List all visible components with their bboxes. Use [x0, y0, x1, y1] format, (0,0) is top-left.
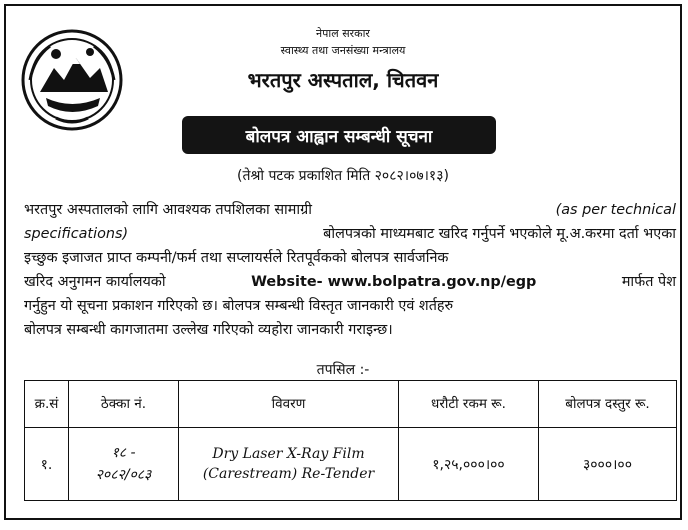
- tender-table: [24, 380, 677, 501]
- body-text: बोलपत्रको माध्यमबाट खरिद गर्नुपर्ने भएकोले मू.अ.करमा दर्ता भएका: [323, 226, 676, 242]
- body-line: [24, 222, 676, 246]
- body-text: खरिद अनुगमन कार्यालयको: [24, 274, 166, 290]
- body-line: [24, 270, 676, 294]
- cell-fee: ३०००।००: [539, 428, 677, 501]
- body-text: गर्नुहुन यो सूचना प्रकाशन गरिएको छ। बोलपत्र सम्बन्धी विस्तृत जानकारी एवं शर्तहरु: [24, 298, 454, 314]
- body-text: बोलपत्र सम्बन्धी कागजातमा उल्लेख गरिएको व्यहोरा जानकारी गराइन्छ।: [24, 322, 393, 338]
- table-row: [25, 428, 677, 501]
- col-header-description: विवरण: [179, 381, 399, 428]
- hospital-name: भरतपुर अस्पताल, चितवन: [247, 68, 439, 92]
- notice-page: [4, 4, 682, 520]
- egp-website-link[interactable]: Website- www.bolpatra.gov.np/egp: [251, 274, 537, 290]
- tender-no-bottom: २०८२/०८३: [95, 467, 152, 483]
- publication-date: (तेश्रो पटक प्रकाशित मिति २०८२।०७।१३): [237, 168, 449, 184]
- col-header-sn: क्र.सं: [25, 381, 69, 428]
- ministry-name: स्वास्थ्य तथा जनसंख्या मन्त्रालय: [280, 44, 406, 57]
- cell-sn: १.: [25, 428, 69, 501]
- body-line: [24, 294, 676, 318]
- table-header-row: [25, 381, 677, 428]
- body-text: भरतपुर अस्पतालको लागि आवश्यक तपशिलका सामाग्री: [24, 202, 312, 218]
- cell-description: Dry Laser X-Ray Film (Carestream) Re-Tender: [179, 428, 399, 501]
- body-line: [24, 198, 676, 222]
- cell-deposit: १,२५,०००।००: [399, 428, 539, 501]
- government-name: नेपाल सरकार: [316, 27, 370, 40]
- body-text: मार्फत पेश: [621, 274, 676, 290]
- notice-title-banner: [182, 116, 496, 154]
- tender-no-top: १८ -: [111, 445, 136, 461]
- notice-body: [24, 198, 676, 342]
- body-line: [24, 318, 676, 342]
- body-text-english: specifications): [24, 226, 129, 242]
- details-heading: तपसिल :-: [316, 362, 370, 378]
- body-line: [24, 246, 676, 270]
- col-header-deposit: धरौटी रकम रू.: [399, 381, 539, 428]
- notice-title: बोलपत्र आह्वान सम्बन्धी सूचना: [245, 126, 433, 147]
- cell-tender-no: [69, 428, 179, 501]
- col-header-tender-no: ठेक्का नं.: [69, 381, 179, 428]
- col-header-fee: बोलपत्र दस्तुर रू.: [539, 381, 677, 428]
- body-text-english: (as per technical: [555, 202, 676, 218]
- body-text: इच्छुक इजाजत प्राप्त कम्पनी/फर्म तथा सप्लायर्सले रितपूर्वकको बोलपत्र सार्वजनिक: [24, 250, 449, 266]
